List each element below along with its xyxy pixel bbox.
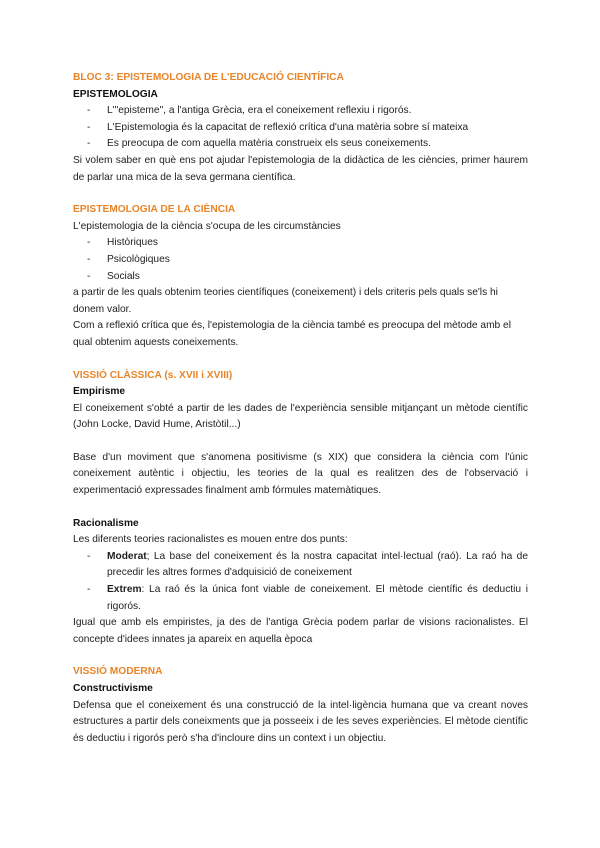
- list-item: - Extrem: La raó és la única font viable de coneixement. El mètode científic és deductiu i rigorós.: [87, 584, 528, 612]
- racionalisme-list: [73, 549, 528, 615]
- empirisme-paragraph-1: El coneixement s'obté a partir de les dades de l'experiència sensible mitjançant un mètode científic (John Locke, David Hume, Aristòtil...): [73, 402, 528, 431]
- dash-marker: -: [87, 121, 91, 133]
- bloc3-paragraph: Si volem saber en què ens pot ajudar l'epistemologia de la didàctica de les ciències, primer haurem de parlar una mica de la seva germana científica.: [73, 154, 528, 183]
- epistemologia-ciencia-intro: L'epistemologia de la ciència s'ocupa de les circumstàncies: [73, 220, 341, 232]
- epistemologia-ciencia-paragraph-2: Com a reflexió crítica que és, l'epistemologia de la ciència també es preocupa del mètode amb el qual obtenim aquests coneixements.: [73, 320, 511, 348]
- constructivisme-subheading: Constructivisme: [73, 683, 153, 694]
- list-item: - Es preocupa de com aquella matèria construeix els seus coneixements.: [73, 136, 528, 153]
- list-item: - Socials: [73, 269, 528, 286]
- list-item: - L'Epistemologia és la capacitat de reflexió crítica d'una matèria sobre sí mateixa: [73, 120, 528, 137]
- visio-classica-heading: VISSIÓ CLÀSSICA (s. XVII i XVIII): [73, 369, 233, 381]
- empirisme-subheading: Empirisme: [73, 386, 126, 398]
- dash-marker: -: [87, 253, 91, 265]
- racionalisme-intro: Les diferents teories racionalistes es mouen entre dos punts:: [73, 534, 348, 546]
- dash-marker: -: [87, 105, 91, 117]
- moderat-label: Moderat: [107, 550, 147, 562]
- visio-moderna-heading: VISSIÓ MODERNA: [73, 666, 163, 678]
- circumstancies-list: [73, 235, 528, 285]
- list-item: - L'"episteme", a l'antiga Grècia, era el coneixement reflexiu i rigorós.: [73, 103, 528, 120]
- epistemologia-ciencia-paragraph-1: a partir de les quals obtenim teories científiques (coneixement) i dels criteris pels quals se'ls hi donem valor.: [73, 287, 498, 315]
- dash-marker: -: [87, 270, 91, 282]
- extrem-label: Extrem: [107, 584, 142, 596]
- list-item: - Psicològiques: [73, 252, 528, 269]
- dash-marker: -: [87, 138, 91, 150]
- dash-marker: -: [87, 584, 91, 596]
- dash-marker: -: [87, 237, 91, 249]
- list-item: - Moderat; La base del coneixement és la nostra capacitat intel·lectual (raó). La raó ha de precedir les altres formes d'adquisició de coneixement: [87, 550, 528, 579]
- empirisme-paragraph-2: Base d'un moviment que s'anomena positivisme (s XIX) que considera la ciència com l'únic coneixement autèntic i objectiu, les teories de la qual es realitzen des de l'observació i experimentació expressades finalment amb fórmules matemàtiques.: [73, 451, 528, 497]
- racionalisme-paragraph: Igual que amb els empiristes, ja des de l'antiga Grècia podem parlar de visions racionalistes. El concepte d'idees innates ja apareix en aquella època: [73, 617, 528, 645]
- bloc3-heading: BLOC 3: EPISTEMOLOGIA DE L'EDUCACIÓ CIENTÍFICA: [73, 72, 344, 83]
- bloc3-bullet-list: [73, 103, 528, 153]
- dash-marker: -: [87, 550, 91, 562]
- constructivisme-paragraph: Defensa que el coneixement és una construcció de la intel·ligència humana que va creant noves estructures a partir dels coneixments que ja posseeix i de les seves experiències. El mètode científic és deductiu i rigorós però s'ha d'incloure dins un context i un objectiu.: [73, 699, 528, 744]
- document-page: [73, 70, 528, 747]
- epistemologia-subheading: EPISTEMOLOGIA: [73, 88, 158, 100]
- list-item: - Històriques: [73, 235, 528, 252]
- epistemologia-ciencia-heading: EPISTEMOLOGIA DE LA CIÈNCIA: [73, 204, 236, 216]
- racionalisme-subheading: Racionalisme: [73, 517, 139, 529]
